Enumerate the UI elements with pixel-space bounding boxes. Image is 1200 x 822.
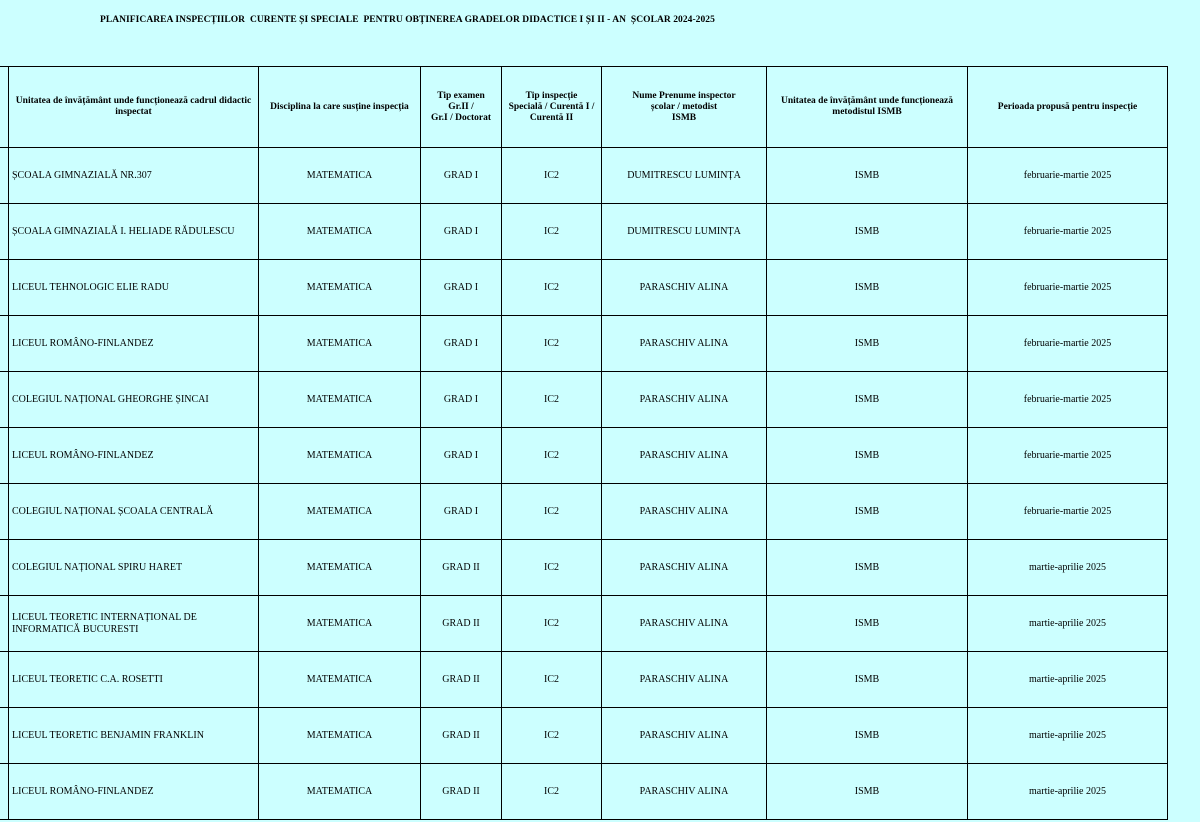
cell-exam-type: GRAD I — [421, 372, 502, 428]
cell-inspector-unit: ISMB — [767, 260, 968, 316]
cell-inspector: PARASCHIV ALINA — [602, 428, 767, 484]
table-row — [0, 428, 1168, 484]
cell-discipline: MATEMATICA — [259, 708, 421, 764]
cell-period: martie-aprilie 2025 — [968, 540, 1168, 596]
cell-edge — [0, 204, 9, 260]
header-period: Perioada propusă pentru inspecție — [968, 67, 1168, 148]
cell-edge — [0, 260, 9, 316]
cell-unit: ȘCOALA GIMNAZIALĂ I. HELIADE RĂDULESCU — [9, 204, 259, 260]
cell-exam-type: GRAD II — [421, 596, 502, 652]
cell-exam-type: GRAD I — [421, 428, 502, 484]
inspection-table — [0, 66, 1168, 820]
cell-period: februarie-martie 2025 — [968, 372, 1168, 428]
cell-period: februarie-martie 2025 — [968, 260, 1168, 316]
table-header-row — [0, 67, 1168, 148]
cell-inspector-unit: ISMB — [767, 596, 968, 652]
cell-inspector-unit: ISMB — [767, 652, 968, 708]
cell-discipline: MATEMATICA — [259, 764, 421, 820]
cell-discipline: MATEMATICA — [259, 484, 421, 540]
cell-discipline: MATEMATICA — [259, 372, 421, 428]
cell-inspector-unit: ISMB — [767, 484, 968, 540]
cell-inspection-type: IC2 — [502, 596, 602, 652]
table-row — [0, 204, 1168, 260]
cell-edge — [0, 372, 9, 428]
table-row — [0, 260, 1168, 316]
cell-inspector-unit: ISMB — [767, 708, 968, 764]
cell-discipline: MATEMATICA — [259, 596, 421, 652]
cell-unit: LICEUL TEORETIC BENJAMIN FRANKLIN — [9, 708, 259, 764]
cell-inspection-type: IC2 — [502, 428, 602, 484]
cell-inspection-type: IC2 — [502, 540, 602, 596]
cell-period: martie-aprilie 2025 — [968, 596, 1168, 652]
cell-edge — [0, 428, 9, 484]
cell-inspector: PARASCHIV ALINA — [602, 596, 767, 652]
cell-discipline: MATEMATICA — [259, 540, 421, 596]
header-inspector: Nume Prenume inspector școlar / metodist ISMB — [602, 67, 767, 148]
cell-inspector-unit: ISMB — [767, 764, 968, 820]
cell-discipline: MATEMATICA — [259, 652, 421, 708]
cell-period: februarie-martie 2025 — [968, 148, 1168, 204]
cell-inspector: PARASCHIV ALINA — [602, 708, 767, 764]
cell-unit: LICEUL ROMÂNO-FINLANDEZ — [9, 764, 259, 820]
cell-inspector-unit: ISMB — [767, 204, 968, 260]
cell-exam-type: GRAD II — [421, 540, 502, 596]
cell-inspection-type: IC2 — [502, 484, 602, 540]
cell-exam-type: GRAD I — [421, 148, 502, 204]
cell-inspection-type: IC2 — [502, 148, 602, 204]
cell-discipline: MATEMATICA — [259, 316, 421, 372]
header-unit: Unitatea de învățământ unde funcționează cadrul didactic inspectat — [9, 67, 259, 148]
cell-inspector-unit: ISMB — [767, 316, 968, 372]
table-row — [0, 708, 1168, 764]
cell-exam-type: GRAD II — [421, 708, 502, 764]
cell-period: martie-aprilie 2025 — [968, 708, 1168, 764]
cell-inspection-type: IC2 — [502, 204, 602, 260]
cell-unit: LICEUL TEHNOLOGIC ELIE RADU — [9, 260, 259, 316]
cell-exam-type: GRAD II — [421, 764, 502, 820]
cell-discipline: MATEMATICA — [259, 260, 421, 316]
table-row — [0, 540, 1168, 596]
cell-discipline: MATEMATICA — [259, 428, 421, 484]
table-row — [0, 148, 1168, 204]
header-discipline: Disciplina la care susține inspecția — [259, 67, 421, 148]
cell-exam-type: GRAD II — [421, 652, 502, 708]
document-title: PLANIFICAREA INSPECȚIILOR CURENTE ȘI SPECIALE PENTRU OBȚINEREA GRADELOR DIDACTICE I ȘI II - AN ȘCOLAR 2024-2025 — [100, 15, 715, 25]
cell-inspector: PARASCHIV ALINA — [602, 316, 767, 372]
cell-period: martie-aprilie 2025 — [968, 764, 1168, 820]
cell-inspection-type: IC2 — [502, 316, 602, 372]
cell-inspection-type: IC2 — [502, 260, 602, 316]
cell-unit: COLEGIUL NAȚIONAL GHEORGHE ȘINCAI — [9, 372, 259, 428]
table-row — [0, 652, 1168, 708]
cell-inspector: PARASCHIV ALINA — [602, 484, 767, 540]
cell-inspection-type: IC2 — [502, 708, 602, 764]
header-exam-type: Tip examen Gr.II / Gr.I / Doctorat — [421, 67, 502, 148]
table-row — [0, 764, 1168, 820]
cell-inspection-type: IC2 — [502, 652, 602, 708]
cell-inspection-type: IC2 — [502, 372, 602, 428]
table-row — [0, 372, 1168, 428]
cell-unit: COLEGIUL NAȚIONAL ȘCOALA CENTRALĂ — [9, 484, 259, 540]
cell-edge — [0, 764, 9, 820]
cell-inspector: DUMITRESCU LUMINȚA — [602, 204, 767, 260]
cell-inspector: PARASCHIV ALINA — [602, 260, 767, 316]
cell-period: februarie-martie 2025 — [968, 204, 1168, 260]
cell-unit: LICEUL TEORETIC INTERNAȚIONAL DE INFORMATICĂ BUCURESTI — [9, 596, 259, 652]
cell-unit: LICEUL TEORETIC C.A. ROSETTI — [9, 652, 259, 708]
cell-unit: COLEGIUL NAȚIONAL SPIRU HARET — [9, 540, 259, 596]
cell-inspection-type: IC2 — [502, 764, 602, 820]
cell-inspector: PARASCHIV ALINA — [602, 764, 767, 820]
cell-inspector: DUMITRESCU LUMINȚA — [602, 148, 767, 204]
cell-exam-type: GRAD I — [421, 316, 502, 372]
cell-discipline: MATEMATICA — [259, 148, 421, 204]
cell-unit: LICEUL ROMÂNO-FINLANDEZ — [9, 428, 259, 484]
cell-inspector-unit: ISMB — [767, 428, 968, 484]
cell-exam-type: GRAD I — [421, 204, 502, 260]
table-row — [0, 316, 1168, 372]
cell-period: februarie-martie 2025 — [968, 484, 1168, 540]
table-row — [0, 484, 1168, 540]
cell-exam-type: GRAD I — [421, 260, 502, 316]
cell-inspector: PARASCHIV ALINA — [602, 652, 767, 708]
cell-inspector-unit: ISMB — [767, 148, 968, 204]
cell-inspector: PARASCHIV ALINA — [602, 540, 767, 596]
cell-inspector: PARASCHIV ALINA — [602, 372, 767, 428]
cell-exam-type: GRAD I — [421, 484, 502, 540]
cell-discipline: MATEMATICA — [259, 204, 421, 260]
cell-inspector-unit: ISMB — [767, 540, 968, 596]
cell-period: februarie-martie 2025 — [968, 316, 1168, 372]
cell-edge — [0, 148, 9, 204]
cell-unit: ȘCOALA GIMNAZIALĂ NR.307 — [9, 148, 259, 204]
cell-inspector-unit: ISMB — [767, 372, 968, 428]
table-row — [0, 596, 1168, 652]
cell-edge — [0, 708, 9, 764]
cell-edge — [0, 596, 9, 652]
cell-edge — [0, 484, 9, 540]
header-inspector-unit: Unitatea de învățământ unde funcționează metodistul ISMB — [767, 67, 968, 148]
cell-period: februarie-martie 2025 — [968, 428, 1168, 484]
cell-edge — [0, 652, 9, 708]
table-body — [0, 148, 1168, 820]
cell-period: martie-aprilie 2025 — [968, 652, 1168, 708]
header-edge-cell — [0, 67, 9, 148]
cell-unit: LICEUL ROMÂNO-FINLANDEZ — [9, 316, 259, 372]
cell-edge — [0, 540, 9, 596]
cell-edge — [0, 316, 9, 372]
header-inspection-type: Tip inspecție Specială / Curentă I / Curentă II — [502, 67, 602, 148]
